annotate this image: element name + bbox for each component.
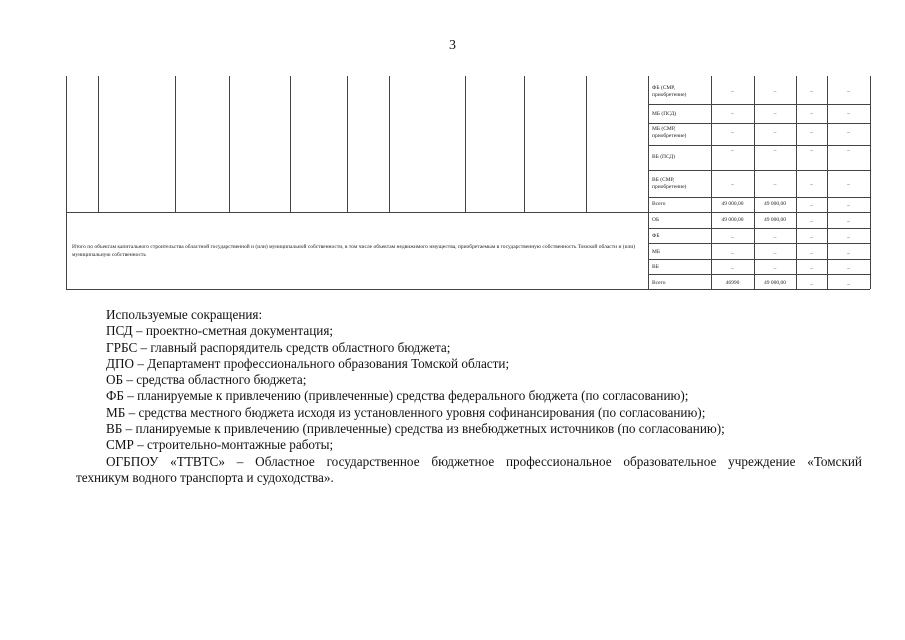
cell-value: _ [731,233,734,239]
cell-value: – [847,182,850,188]
cell-value: _ [847,217,850,223]
row-label: МБ (ПСД) [652,111,677,117]
row-label: ОБ [652,217,660,223]
abbreviations-heading: Используемые сокращения: [106,307,263,322]
abbreviation-line: ОГБПОУ «ТТВТС» – Областное государственное бюджетное профессиональное образовательное учреждение «Томский [106,454,862,469]
table-line [870,76,871,289]
table-line [648,228,870,229]
abbreviation-item: ВБ – планируемые к привлечению (привлеченные) средства из внебюджетных источников (по согласованию); [106,421,725,437]
table-line [66,289,870,290]
cell-value: – [773,148,777,154]
table-line [648,197,870,198]
abbreviation-item: ГРБС – главный распорядитель средств областного бюджета; [106,339,451,355]
cell-value: – [847,148,850,154]
cell-value: – [773,111,777,117]
row-label: МБ [652,249,661,255]
table-line [524,76,525,212]
row-label: ФБ (СМР, приобретение) [652,85,687,98]
cell-value: – [810,130,813,136]
table-line [648,259,870,260]
row-label: МБ (СМР, приобретение) [652,126,687,139]
cell-value: – [847,130,850,136]
cell-value: _ [731,249,734,255]
cell-value: _ [810,201,813,207]
cell-value: – [731,148,734,154]
row-label: ВБ [652,264,659,270]
row-label: Всего [652,201,666,207]
table-line [389,76,390,212]
cell-value: – [773,182,777,188]
cell-value: _ [847,201,850,207]
table-line [648,76,649,289]
table-line [648,145,870,146]
abbreviation-item: ДПО – Департамент профессионального образования Томской области; [106,355,510,371]
abbreviation-item: СМР – строительно-монтажные работы; [106,437,334,453]
cell-value: _ [847,264,850,270]
cell-value: – [731,182,734,188]
cell-value: – [731,130,734,136]
cell-value: _ [810,264,813,270]
cell-value: _ [847,280,850,286]
page-number: 3 [449,38,456,53]
table-line [175,76,176,212]
summary-label: Итого по объектам капитального строительства областной государственной и (или) муниципальной собственности, в том числе объектам недвижимого имущества, приобретаемым в государственную собственность Томской области и (или) муниципальную собственность [72,244,636,258]
table-line [98,76,99,212]
abbreviation-item: ФБ – планируемые к привлечению (привлеченные) средства федерального бюджета (по согласованию); [106,388,689,404]
cell-value: – [810,111,813,117]
cell-value: _ [810,249,813,255]
table-line [229,76,230,212]
cell-value: 49 000,00 [764,217,786,223]
abbreviation-line: техникум водного транспорта и судоходства». [76,470,334,486]
table-line [586,76,587,212]
cell-value: 49 000,00 [764,201,786,207]
cell-value: – [847,89,850,95]
abbreviation-item-long [76,454,862,487]
cell-value: _ [847,249,850,255]
table-line [290,76,291,212]
cell-value: _ [847,233,850,239]
abbreviation-item: ПСД – проектно-сметная документация; [106,323,334,339]
row-label: ВБ (ПСД) [652,154,675,160]
cell-value: 49 000,00 [764,280,786,286]
cell-value: _ [773,249,777,255]
cell-value: – [773,130,777,136]
table-line [648,170,870,171]
table-line [648,104,870,105]
table-line [648,274,870,275]
abbreviation-item: МБ – средства местного бюджета исходя из установленного уровня софинансирования (по согласованию); [106,404,706,420]
cell-value: 49 000,00 [721,217,744,223]
cell-value: _ [810,217,813,223]
cell-value: _ [773,233,777,239]
row-label: ФБ [652,233,660,239]
row-label: ВБ (СМР, приобретение) [652,177,687,190]
table-line [66,212,870,213]
cell-value: _ [810,280,813,286]
budget-table [0,0,905,300]
cell-value: 49 000,00 [721,201,744,207]
cell-value: – [847,111,850,117]
cell-value: – [731,89,734,95]
cell-value: _ [810,233,813,239]
cell-value: _ [773,264,777,270]
table-line [465,76,466,212]
cell-value: – [810,182,813,188]
table-line [648,123,870,124]
abbreviations-section [106,307,866,454]
cell-value: 46990 [725,280,740,286]
abbreviation-item: ОБ – средства областного бюджета; [106,372,307,388]
table-line [648,243,870,244]
cell-value: – [810,89,813,95]
row-label: Всего [652,280,666,286]
cell-value: – [773,89,777,95]
table-line [347,76,348,212]
cell-value: _ [731,264,734,270]
cell-value: – [810,148,813,154]
cell-value: – [731,111,734,117]
table-line [66,76,67,289]
